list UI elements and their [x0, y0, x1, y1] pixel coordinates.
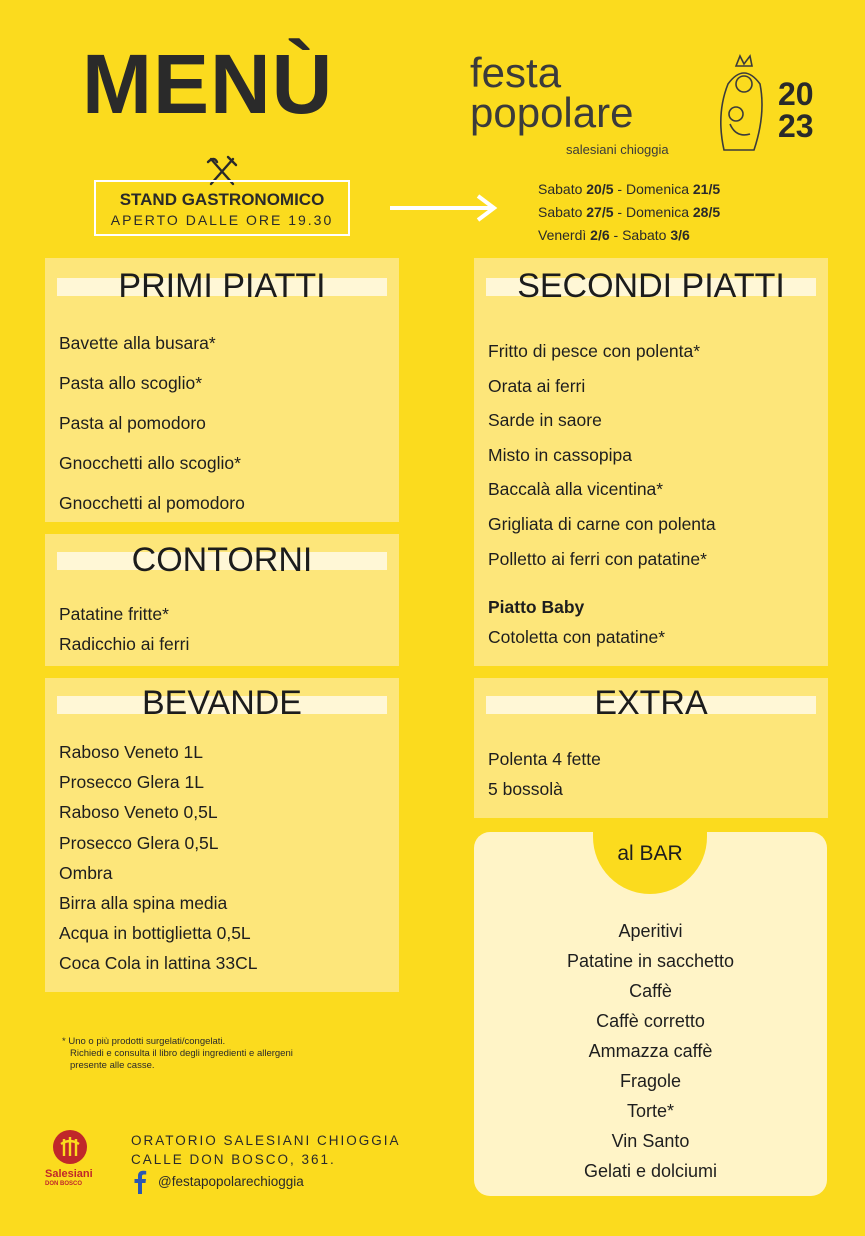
extra-panel	[474, 678, 828, 818]
list-item: Vin Santo	[611, 1131, 690, 1151]
list-item: Gnocchetti al pomodoro	[59, 493, 245, 513]
list-item: Radicchio ai ferri	[59, 634, 190, 654]
oratorio-name: ORATORIO SALESIANI CHIOGGIA	[131, 1133, 401, 1148]
list-item: Sarde in saore	[488, 410, 602, 431]
list-item: Misto in cassopipa	[488, 444, 632, 465]
section-title: BEVANDE	[142, 684, 302, 722]
salesiani-logo	[45, 1128, 111, 1196]
list-item: Fritto di pesce con polenta*	[488, 341, 701, 361]
list-item: Bavette alla busara*	[59, 333, 216, 353]
list-item: Baccalà alla vicentina*	[488, 479, 664, 500]
list-item: Patatine in sacchetto	[566, 951, 735, 971]
bar-item-list	[474, 916, 827, 1186]
list-item: Raboso Veneto 1L	[59, 742, 204, 762]
oratorio-street: CALLE DON BOSCO, 361.	[131, 1152, 336, 1167]
list-item: Raboso Veneto 0,5L	[59, 802, 218, 823]
item-list	[59, 323, 245, 523]
item-list	[488, 334, 716, 576]
salesiani-emblem-icon	[53, 1130, 87, 1164]
stand-hours: APERTO DALLE ORE 19.30	[110, 212, 334, 228]
page-title: MENÙ	[82, 37, 334, 131]
bevande-panel	[45, 678, 399, 992]
logo-popolare: popolare	[470, 89, 634, 136]
allergen-footnote	[62, 1036, 293, 1072]
facebook-icon	[131, 1170, 149, 1194]
stand-title: STAND GASTRONOMICO	[119, 190, 325, 209]
date-row: Venerdì 2/6 - Sabato 3/6	[538, 227, 690, 243]
list-item: Caffè	[629, 981, 672, 1001]
madonna-icon	[706, 54, 776, 158]
footnote-line: presente alle casse.	[70, 1060, 155, 1071]
secondi-piatti-panel	[474, 258, 828, 666]
item-list	[59, 599, 189, 659]
bar-title: al BAR	[617, 842, 683, 865]
list-item: Acqua in bottiglietta 0,5L	[59, 923, 251, 944]
list-item: Coca Cola in lattina 33CL	[59, 953, 258, 974]
primi-piatti-panel	[45, 258, 399, 522]
list-item: Pasta allo scoglio*	[59, 373, 202, 393]
list-item: Orata ai ferri	[488, 375, 586, 396]
baby-list	[488, 592, 665, 652]
festa-popolare-logo	[470, 49, 830, 162]
section-title: PRIMI PIATTI	[118, 267, 326, 305]
date-row: Sabato 20/5 - Domenica 21/5	[538, 181, 721, 197]
logo-year: 20 23	[778, 76, 814, 144]
list-item: Fragole	[619, 1071, 682, 1091]
list-item: Aperitivi	[618, 921, 683, 941]
list-item: Pasta al pomodoro	[59, 413, 206, 433]
footnote-line: Richiedi e consulta il libro degli ingredienti e allergeni	[70, 1048, 293, 1059]
list-item: Ombra	[59, 862, 113, 883]
list-item: 5 bossolà	[488, 779, 563, 799]
item-list	[488, 744, 601, 804]
event-dates	[538, 178, 720, 247]
list-item: Cotoletta con patatine*	[488, 627, 666, 647]
list-item: Torte*	[626, 1101, 675, 1121]
section-title: EXTRA	[594, 684, 708, 722]
footnote-line: * Uno o più prodotti surgelati/congelati.	[62, 1036, 226, 1047]
stand-gastronomico-box	[94, 180, 350, 236]
arrow-right-icon	[388, 194, 498, 222]
list-item: Birra alla spina media	[59, 893, 228, 914]
list-item: Gnocchetti allo scoglio*	[59, 453, 241, 473]
logo-subtext: DON BOSCO	[45, 1181, 83, 1187]
section-title: SECONDI PIATTI	[517, 267, 785, 305]
facebook-handle[interactable]: @festapopolarechioggia	[158, 1174, 304, 1189]
list-item: Gelati e dolciumi	[583, 1161, 718, 1181]
list-item: Caffè corretto	[596, 1011, 705, 1031]
list-item: Polletto ai ferri con patatine*	[488, 548, 707, 569]
list-item: Prosecco Glera 1L	[59, 772, 204, 793]
list-item: Patatine fritte*	[59, 604, 169, 624]
logo-subtitle: salesiani chioggia	[566, 142, 669, 157]
item-list	[59, 737, 257, 979]
logo-text: Salesiani	[45, 1168, 93, 1180]
date-row: Sabato 27/5 - Domenica 28/5	[538, 204, 721, 220]
logo-festa: festa	[470, 49, 562, 96]
contorni-panel	[45, 534, 399, 666]
baby-heading: Piatto Baby	[488, 597, 585, 617]
section-title: CONTORNI	[131, 541, 313, 579]
list-item: Prosecco Glera 0,5L	[59, 832, 219, 853]
oratorio-address	[131, 1131, 401, 1169]
list-item: Grigliata di carne con polenta	[488, 513, 716, 534]
list-item: Ammazza caffè	[588, 1041, 713, 1061]
list-item: Polenta 4 fette	[488, 749, 601, 769]
